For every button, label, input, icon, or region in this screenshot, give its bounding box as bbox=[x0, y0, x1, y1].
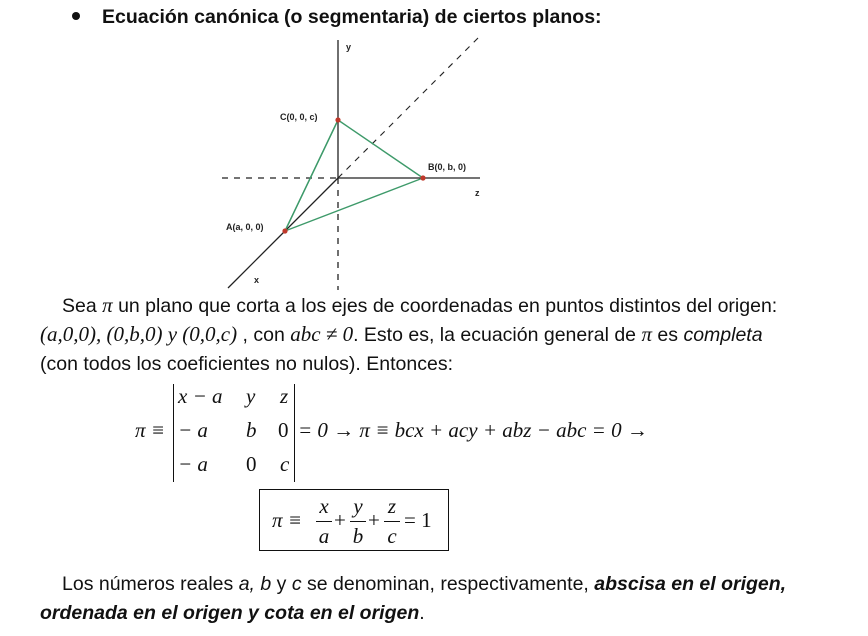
paragraph2-line-2: ordenada en el origen y cota en el origen. bbox=[40, 602, 425, 624]
plane-triangle bbox=[285, 120, 423, 231]
point-A-label: A(a, 0, 0) bbox=[226, 222, 264, 232]
x-axis bbox=[228, 178, 338, 288]
canon-lhs: π ≡ bbox=[272, 508, 302, 532]
axis-y-label: y bbox=[346, 42, 352, 52]
x-axis-dashed bbox=[338, 36, 480, 178]
point-B-marker bbox=[420, 175, 425, 180]
det-cell: b bbox=[246, 418, 257, 442]
paragraph-line-3: (con todos los coeficientes no nulos). Entonces: bbox=[40, 353, 453, 375]
paragraph-line-1: Sea π un plano que corta a los ejes de coordenadas en puntos distintos del origen: bbox=[62, 293, 778, 317]
det-cell: z bbox=[280, 384, 289, 408]
point-C-marker bbox=[335, 117, 340, 122]
point-B-label: B(0, b, 0) bbox=[428, 162, 467, 172]
point-A-marker bbox=[282, 228, 287, 233]
det-cell: y bbox=[246, 384, 256, 408]
det-cell: 0 bbox=[278, 418, 289, 442]
plane-axes-diagram bbox=[0, 0, 868, 300]
axis-x-label: x bbox=[254, 275, 260, 285]
det-cell: − a bbox=[178, 452, 208, 476]
canon-rhs: = 1 bbox=[404, 508, 432, 532]
fraction-z-c: z c bbox=[384, 494, 400, 549]
paragraph2-line-1: Los números reales a, b y c se denominan, respectivamente, abscisa en el origen, bbox=[62, 573, 787, 595]
det-cell: c bbox=[280, 452, 290, 476]
determinant bbox=[173, 384, 295, 482]
point-C-label: C(0, 0, c) bbox=[280, 112, 318, 122]
det-cell: x − a bbox=[178, 384, 223, 408]
det-cell: − a bbox=[178, 418, 208, 442]
fraction-y-b: y b bbox=[350, 494, 366, 549]
equation-lhs: π ≡ bbox=[135, 418, 165, 442]
equation-rhs: = 0 → π ≡ bcx + acy + abz − abc = 0 → bbox=[298, 418, 648, 442]
axis-z-label: z bbox=[475, 188, 480, 198]
fraction-x-a: x a bbox=[316, 494, 332, 549]
det-cell: 0 bbox=[246, 452, 257, 476]
heading-text: Ecuación canónica (o segmentaria) de ciertos planos: bbox=[102, 6, 602, 28]
canonical-equation-box: π ≡ x a + y b + z c = 1 bbox=[259, 489, 449, 551]
paragraph-line-2: (a,0,0), (0,b,0) y (0,0,c) , con abc ≠ 0. Esto es, la ecuación general de π es completa bbox=[40, 322, 763, 346]
